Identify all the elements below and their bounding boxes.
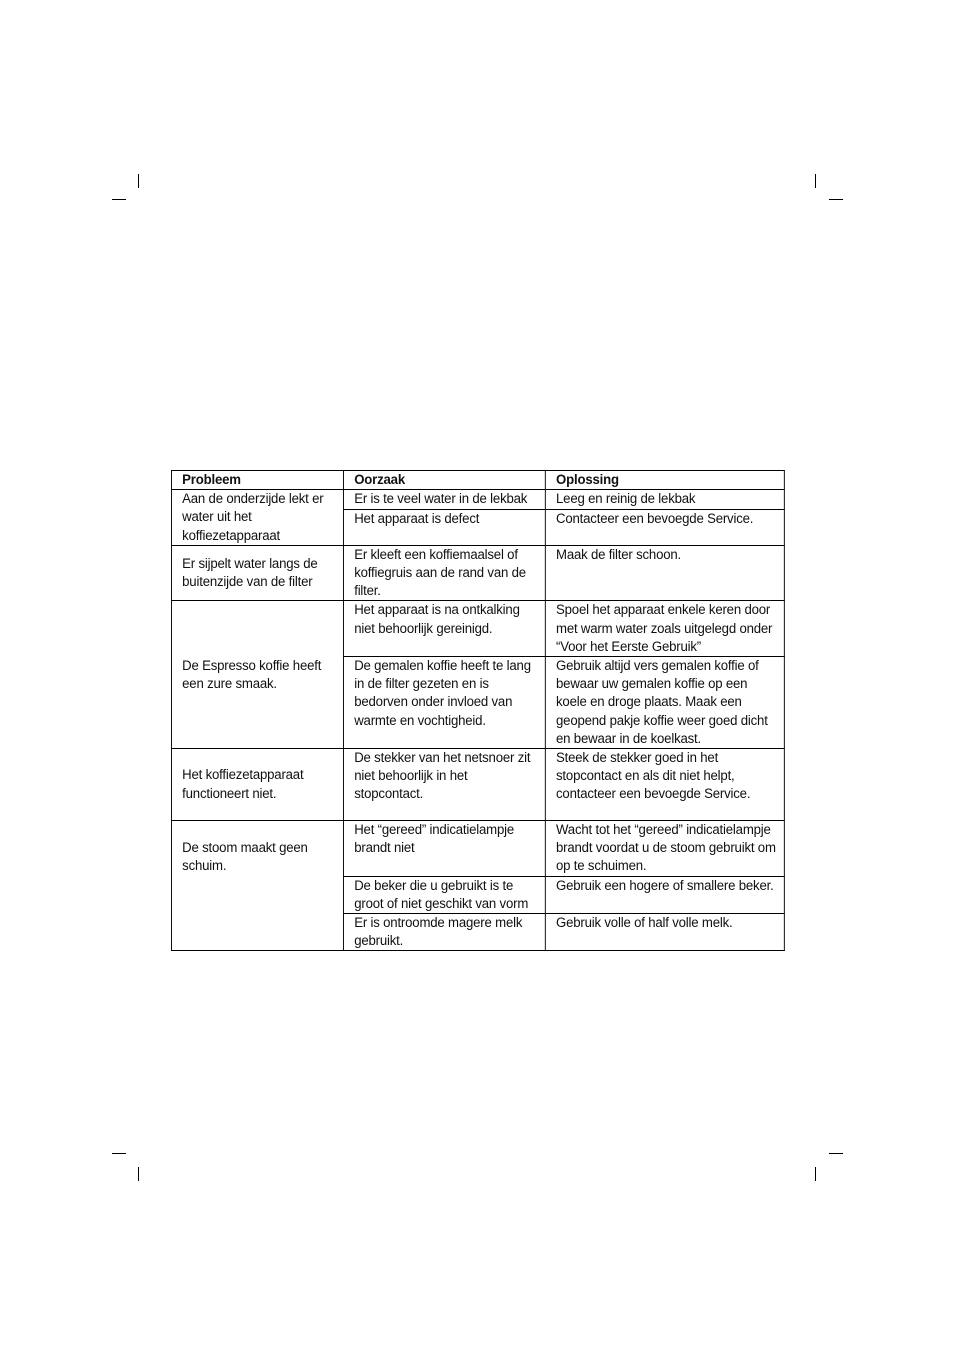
header-problem: Probleem xyxy=(171,471,343,490)
crop-mark-bottom-left-horizontal xyxy=(112,1153,126,1154)
crop-mark-top-left-vertical xyxy=(138,174,139,188)
cause-cell: Er kleeft een koffiemaalsel of koffiegruis aan de rand van de filter. xyxy=(344,545,546,601)
table-row xyxy=(171,601,784,657)
header-solution: Oplossing xyxy=(545,471,784,490)
cause-cell: De stekker van het netsnoer zit niet behoorlijk in het stopcontact. xyxy=(344,749,546,821)
solution-cell: Spoel het apparaat enkele keren door met warm water zoals uitgelegd onder “Voor het Eerste Gebruik” xyxy=(545,601,784,657)
solution-cell: Gebruik volle of half volle melk. xyxy=(545,914,784,951)
cause-cell: De beker die u gebruikt is te groot of niet geschikt van vorm xyxy=(344,876,546,913)
crop-mark-bottom-left-vertical xyxy=(138,1167,139,1181)
table-row xyxy=(171,821,784,877)
table-row xyxy=(171,490,784,509)
solution-cell: Leeg en reinig de lekbak xyxy=(545,490,784,509)
cause-cell: Het apparaat is na ontkalking niet behoorlijk gereinigd. xyxy=(344,601,546,657)
table-row xyxy=(171,545,784,601)
cause-cell: Het “gereed” indicatielampje brandt niet xyxy=(344,821,546,877)
solution-cell: Maak de filter schoon. xyxy=(545,545,784,601)
problem-cell: Aan de onderzijde lekt er water uit het koffiezetapparaat xyxy=(171,490,343,546)
solution-cell: Gebruik altijd vers gemalen koffie of bewaar uw gemalen koffie op een koele en droge plaats. Maak een geopend pakje koffie weer goed dicht en bewaar in de koelkast. xyxy=(545,657,784,749)
problem-cell: De Espresso koffie heeft een zure smaak. xyxy=(171,601,343,749)
cause-cell: Er is te veel water in de lekbak xyxy=(344,490,546,509)
cause-cell: Er is ontroomde magere melk gebruikt. xyxy=(344,914,546,951)
cause-cell: De gemalen koffie heeft te lang in de filter gezeten en is bedorven onder invloed van warmte en vochtigheid. xyxy=(344,657,546,749)
troubleshooting-table xyxy=(171,470,785,951)
crop-mark-bottom-right-horizontal xyxy=(829,1153,843,1154)
solution-cell: Contacteer een bevoegde Service. xyxy=(545,509,784,545)
header-cause: Oorzaak xyxy=(344,471,546,490)
crop-mark-top-right-horizontal xyxy=(829,199,843,200)
crop-mark-top-left-horizontal xyxy=(112,199,126,200)
cause-cell: Het apparaat is defect xyxy=(344,509,546,545)
problem-cell: Het koffiezetapparaat functioneert niet. xyxy=(171,749,343,821)
table-header-row xyxy=(171,471,784,490)
table-row xyxy=(171,749,784,821)
solution-cell: Steek de stekker goed in het stopcontact en als dit niet helpt, contacteer een bevoegde Service. xyxy=(545,749,784,821)
problem-cell: De stoom maakt geen schuim. xyxy=(171,821,343,951)
problem-cell: Er sijpelt water langs de buitenzijde van de filter xyxy=(171,545,343,601)
solution-cell: Wacht tot het “gereed” indicatielampje brandt voordat u de stoom gebruikt om op te schuimen. xyxy=(545,821,784,877)
crop-mark-bottom-right-vertical xyxy=(815,1167,816,1181)
crop-mark-top-right-vertical xyxy=(815,174,816,188)
solution-cell: Gebruik een hogere of smallere beker. xyxy=(545,876,784,913)
